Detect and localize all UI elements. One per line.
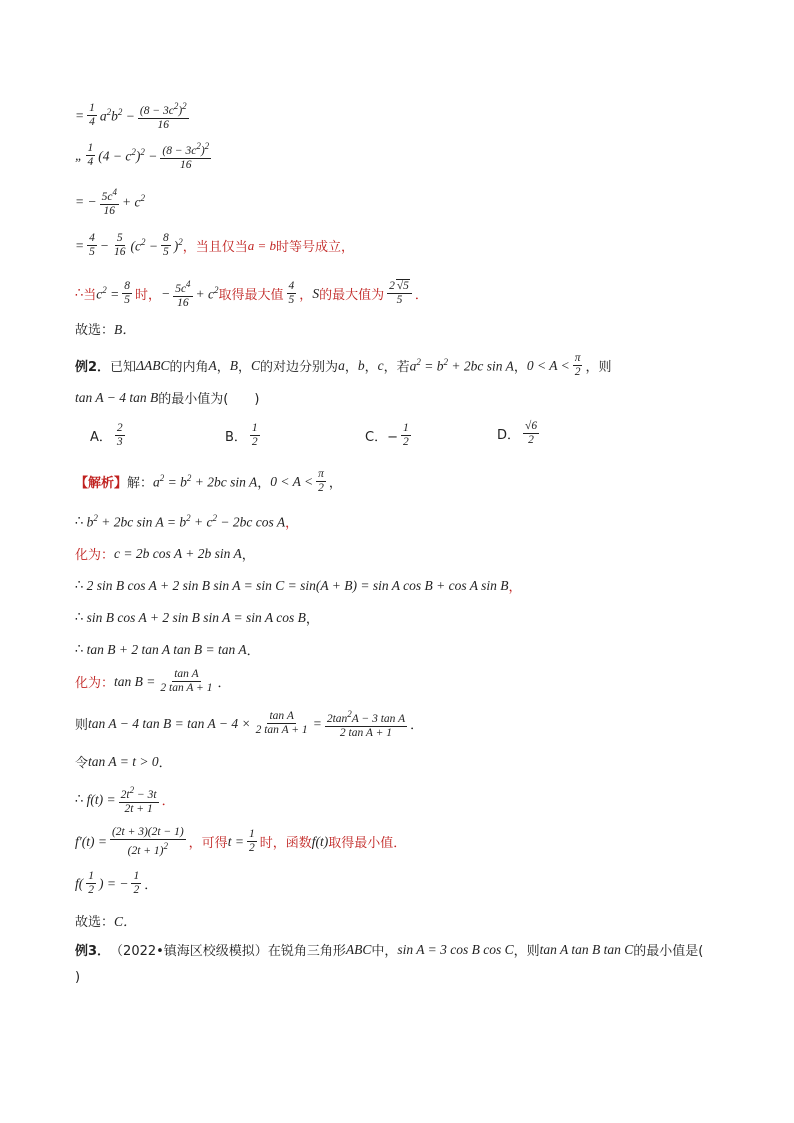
option-d[interactable]: D． $\frac{√6}{2}$ bbox=[497, 420, 538, 446]
example-3-question-cont: ) bbox=[75, 970, 81, 985]
example-2-question-cont: tan A − 4 tan B 的最小值为( ) bbox=[75, 389, 260, 407]
solution-line-8: 则 tan A − 4 tan B = tan A − 4 × $\frac{\text{tan A}}{\text{2 tan A + 1}}$ = $\frac{2\tan^2A - 3 \tan A}{\text{2 tan A + 1}}$ ． bbox=[75, 709, 424, 739]
solution-line-5: ∴ sin B cos A + 2 sin B sin A = sin A cos B ， bbox=[75, 609, 319, 627]
derivation-line-1: = $\frac{1}{4}$ $a^2b^2$ − $\frac{(8 - 3c^2)^2}{16}$ bbox=[75, 101, 187, 131]
derivation-line-5: ∴ 当 $c^2$ = $\frac{8}{5}$ 时， − $\frac{5c^4}{16}$ + $c^2$ 取得最大值 $\frac{4}{5}$ ， S 的最大值为 $\frac{2 √5}{5}$ ． bbox=[75, 279, 428, 309]
option-c[interactable]: C．− $\frac{1}{2}$ bbox=[365, 422, 409, 448]
example-3-question: 例3． （2022•镇海区校级模拟） 在锐角三角形 ABC 中， sin A = 3 cos B cos C ，则 tan A tan B tan C 的最小值是( bbox=[75, 941, 704, 959]
solution-line-7: 化为： tan B = $\frac{\text{tan A}}{\text{2 tan A + 1}}$ ． bbox=[75, 668, 231, 694]
solution-line-11: f′(t) = $\frac{(2t + 3)(2t - 1)}{(2t + 1)^2}$ ，可得 t = $\frac{1}{2}$ 时，函数 f(t) 取得最小值． bbox=[75, 826, 407, 857]
option-b[interactable]: B． $\frac{1}{2}$ bbox=[225, 422, 258, 448]
option-a[interactable]: A． $\frac{2}{3}$ bbox=[90, 422, 123, 448]
solution-line-12: f( $\frac{1}{2}$ ) = − $\frac{1}{2}$ ． bbox=[75, 870, 158, 896]
answer-line-1: 故选： B． bbox=[75, 322, 136, 338]
derivation-line-2: „ $\frac{1}{4}$ $(4 - c^2)^2$ − $\frac{(8 - 3c^2)^2}{16}$ bbox=[75, 141, 210, 171]
solution-line-6: ∴ tan B + 2 tan A tan B = tan A ． bbox=[75, 641, 260, 659]
solution-line-1: 【解析】 解： $a^2 = b^2 + 2bc$ sin A ， 0 < A < $\frac{\pi}{2}$ ， bbox=[75, 468, 342, 494]
solution-line-10: ∴ f(t) = $\frac{2t^2 - 3t}{2t + 1}$ ． bbox=[75, 785, 175, 815]
solution-line-2: ∴ $b^2 + 2bc$ $\sin A = b^2 + c^2 - 2bc$ cos A ， bbox=[75, 512, 299, 531]
solution-line-3: 化为： c = 2b cos A + 2b sin A ， bbox=[75, 545, 255, 563]
example-2-question: 例2． 已知 ΔABC 的内角 A ， B ， C 的对边分别为 a ， b ， c ，若 $a^2 = b^2 + 2bc$ sin A ， 0 < A < $\frac{\pi}{2}$ ，则 bbox=[75, 352, 612, 378]
solution-line-9: 令 tan A = t > 0 ． bbox=[75, 753, 172, 771]
derivation-line-4: = $\frac{4}{5}$ − $\frac{5}{16}$ ($c^2$ − $\frac{8}{5}$ )$^2$ ，当且仅当 a = b 时等号成立， bbox=[75, 232, 355, 258]
solution-line-4: ∴ 2 sin B cos A + 2 sin B sin A = sin C = sin(A + B) = sin A cos B + cos A sin B ， bbox=[75, 577, 522, 595]
derivation-line-3: = − $\frac{5c^4}{16}$ + $c^2$ bbox=[75, 187, 145, 217]
answer-line-2: 故选： C． bbox=[75, 914, 137, 930]
